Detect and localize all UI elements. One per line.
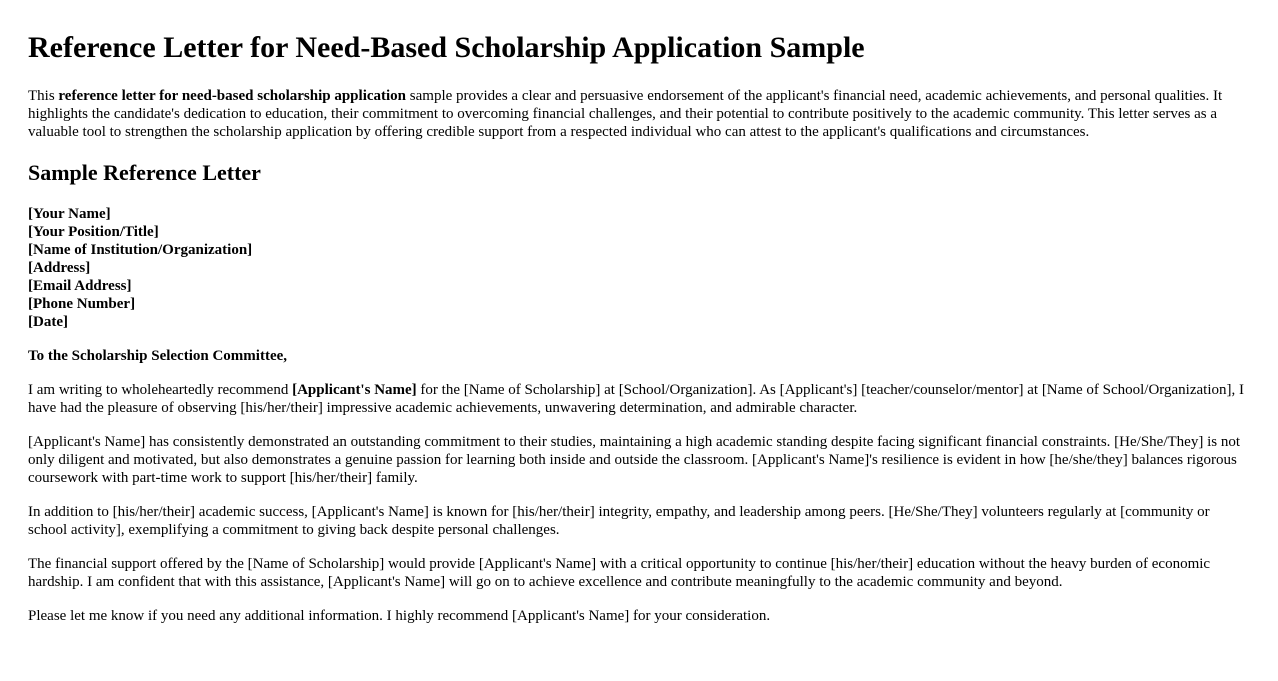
letter-paragraph-1 [28,381,1250,417]
sender-phone: [Phone Number] [28,296,136,312]
salutation: To the Scholarship Selection Committee, [28,348,288,364]
intro-paragraph [28,87,1250,141]
page-title: Reference Letter for Need-Based Scholarship Application Sample [28,31,865,64]
section-title: Sample Reference Letter [28,160,261,185]
sender-position: [Your Position/Title] [28,224,159,240]
p1-lead: I am writing to wholeheartedly recommend [28,382,293,398]
p1-rest: for the [Name of Scholarship] at [School/Organization]. As [Applicant's] [teacher/counselor/mentor] at [Name of School/Organization], I have had the pleasure of observing [his/her/their] impressive academic achievements, unwavering determination, and admirable character. [28,382,1244,416]
intro-rest: sample provides a clear and persuasive endorsement of the applicant's financial need, academic achievements, and personal qualities. It highlights the candidate's dedication to education, their commitment to overcoming financial challenges, and their potential to contribute positively to the academic community. This letter serves as a valuable tool to strengthen the scholarship application by offering credible support from a respected individual who can attest to the applicant's qualifications and circumstances. [28,88,1223,140]
sender-institution: [Name of Institution/Organization] [28,242,253,258]
letter-paragraph-3: In addition to [his/her/their] academic success, [Applicant's Name] is known for [his/her/their] integrity, empathy, and leadership among peers. [He/She/They] volunteers regularly at [community or school activity], exemplifying a commitment to giving back despite personal challenges. [28,504,1210,538]
letter-paragraph-5: Please let me know if you need any additional information. I highly recommend [Applicant's Name] for your consideration. [28,608,771,624]
document-page [0,31,1278,625]
sender-address: [Address] [28,260,91,276]
sender-block [28,205,1250,331]
letter-paragraph-4: The financial support offered by the [Name of Scholarship] would provide [Applicant's Name] with a critical opportunity to continue [his/her/their] education without the heavy burden of economic hardship. I am confident that with this assistance, [Applicant's Name] will go on to achieve excellence and contribute meaningfully to the academic community and beyond. [28,556,1211,590]
intro-lead: This [28,88,59,104]
intro-bold-keyword: reference letter for need-based scholarship application [58,88,407,104]
letter-paragraph-2: [Applicant's Name] has consistently demonstrated an outstanding commitment to their studies, maintaining a high academic standing despite facing significant financial constraints. [He/She/They] is not only diligent and motivated, but also demonstrates a genuine passion for learning both inside and outside the classroom. [Applicant's Name]'s resilience is evident in how [he/she/they] balances rigorous coursework with part-time work to support [his/her/their] family. [28,434,1240,486]
sender-email: [Email Address] [28,278,132,294]
sender-name: [Your Name] [28,206,111,222]
sender-date: [Date] [28,314,68,330]
p1-applicant-name: [Applicant's Name] [292,382,417,398]
